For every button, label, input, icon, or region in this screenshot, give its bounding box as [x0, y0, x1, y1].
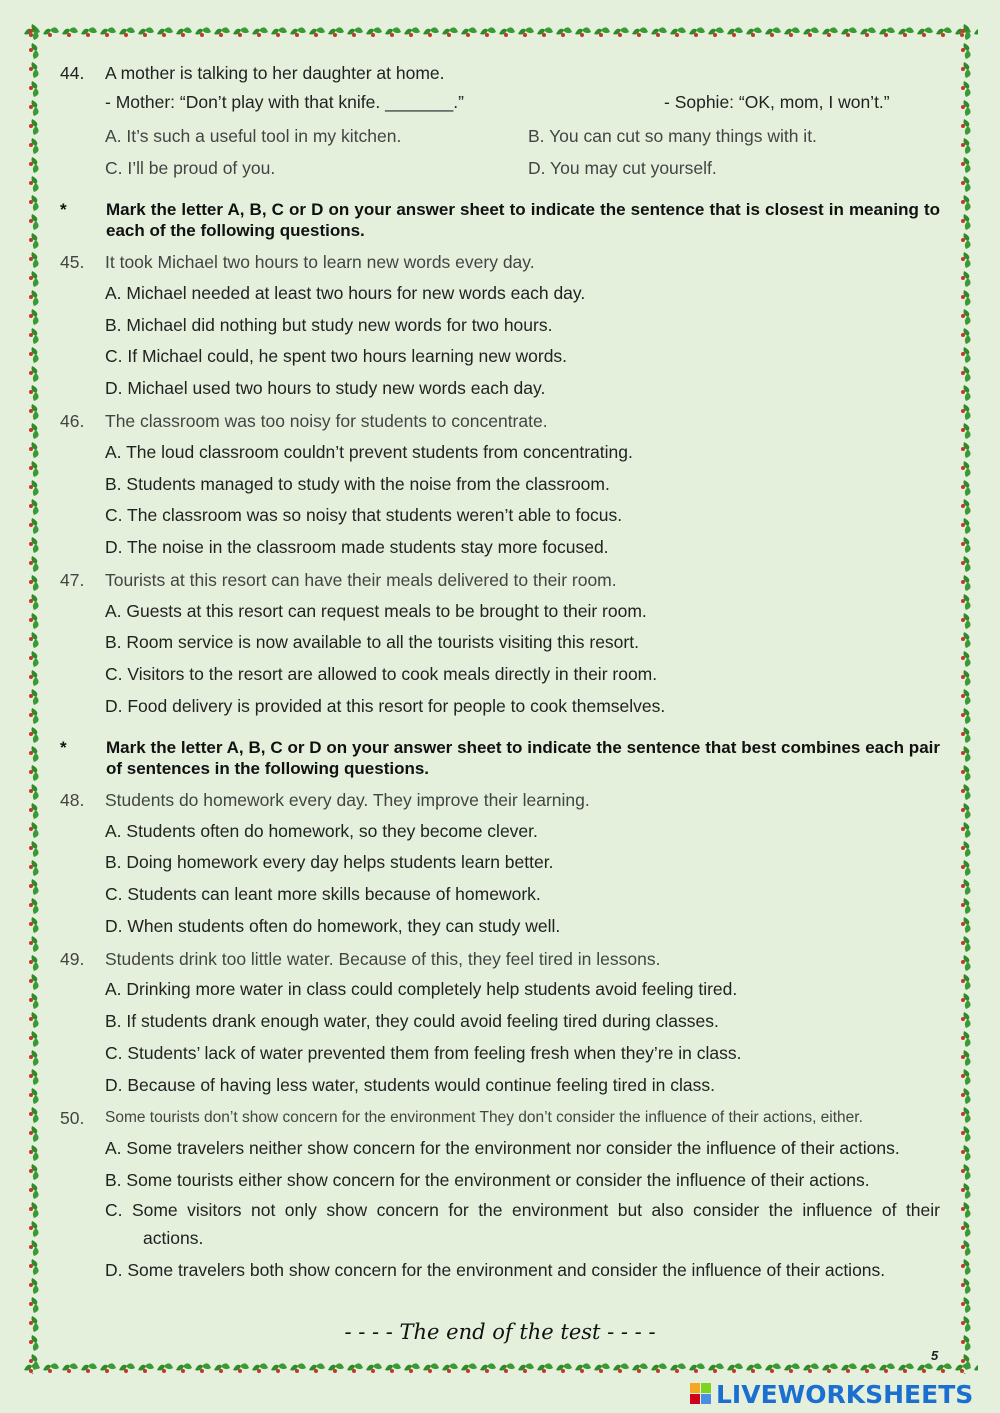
question-44-option-b[interactable]: B. You can cut so many things with it.: [528, 126, 817, 146]
question-48-number: 48.: [60, 790, 85, 810]
end-of-test: - - - - The end of the test - - - -: [344, 1320, 656, 1344]
question-44-number: 44.: [60, 63, 85, 83]
question-45-option-d[interactable]: D. Michael used two hours to study new words each day.: [105, 378, 546, 398]
question-49-number: 49.: [60, 949, 85, 969]
question-50-option-c[interactable]: C. Some visitors not only show concern for the environment but also consider the influence of their: [105, 1200, 940, 1220]
question-47-option-d[interactable]: D. Food delivery is provided at this resort for people to cook themselves.: [105, 696, 666, 716]
question-49-option-d[interactable]: D. Because of having less water, students would continue feeling tired in class.: [105, 1075, 715, 1095]
question-48-option-d[interactable]: D. When students often do homework, they can study well.: [105, 916, 561, 936]
question-46-option-b[interactable]: B. Students managed to study with the noise from the classroom.: [105, 474, 610, 494]
instruction-star: *: [60, 738, 67, 757]
question-47-option-b[interactable]: B. Room service is now available to all the tourists visiting this resort.: [105, 632, 639, 652]
holly-border-left: [22, 22, 46, 1374]
holly-border-right: [954, 22, 978, 1374]
question-45-number: 45.: [60, 252, 85, 272]
question-50-number: 50.: [60, 1108, 85, 1128]
question-45-text: It took Michael two hours to learn new words every day.: [105, 252, 535, 272]
question-50-option-c-continued[interactable]: actions.: [143, 1228, 204, 1248]
instruction-text: Mark the letter A, B, C or D on your answer sheet to indicate the sentence that best combines each pair of sentences in the following questions.: [106, 738, 940, 778]
question-44-option-d[interactable]: D. You may cut yourself.: [528, 158, 717, 178]
question-50-option-d[interactable]: D. Some travelers both show concern for the environment and consider the influence of their actions.: [105, 1260, 886, 1280]
question-50-option-a[interactable]: A. Some travelers neither show concern for the environment nor consider the influence of their actions.: [105, 1138, 900, 1158]
question-44-mother-line: - Mother: “Don’t play with that knife. _______.”: [105, 92, 464, 112]
question-47-option-c[interactable]: C. Visitors to the resort are allowed to cook meals directly in their room.: [105, 664, 658, 684]
question-47-number: 47.: [60, 570, 85, 590]
question-50-option-b[interactable]: B. Some tourists either show concern for the environment or consider the influence of their actions.: [105, 1170, 870, 1190]
question-47-option-a[interactable]: A. Guests at this resort can request meals to be brought to their room.: [105, 601, 647, 621]
holly-border-bottom: [22, 1356, 978, 1380]
liveworksheets-logo-text: LIVEWORKSHEETS: [716, 1379, 974, 1409]
question-49-option-b[interactable]: B. If students drank enough water, they could avoid feeling tired during classes.: [105, 1011, 719, 1031]
question-46-number: 46.: [60, 411, 85, 431]
page-number: 5: [931, 1348, 939, 1363]
question-50-text: Some tourists don’t show concern for the environment They don’t consider the influence of their actions, either.: [105, 1109, 863, 1126]
question-48-option-b[interactable]: B. Doing homework every day helps students learn better.: [105, 852, 554, 872]
instruction-text: Mark the letter A, B, C or D on your answer sheet to indicate the sentence that is closest in meaning to each of the following questions.: [106, 200, 940, 240]
question-44-sophie-line: - Sophie: “OK, mom, I won’t.”: [664, 92, 890, 112]
question-46-option-d[interactable]: D. The noise in the classroom made students stay more focused.: [105, 537, 609, 557]
instruction-star: *: [60, 200, 67, 219]
liveworksheets-logo[interactable]: [690, 1378, 973, 1410]
question-49-option-c[interactable]: C. Students’ lack of water prevented them from feeling fresh when they’re in class.: [105, 1043, 742, 1063]
question-45-option-a[interactable]: A. Michael needed at least two hours for new words each day.: [105, 283, 586, 303]
question-44-option-c[interactable]: C. I’ll be proud of you.: [105, 158, 276, 178]
question-47-text: Tourists at this resort can have their meals delivered to their room.: [105, 570, 617, 590]
question-46-option-c[interactable]: C. The classroom was so noisy that students weren’t able to focus.: [105, 505, 623, 525]
question-48-option-a[interactable]: A. Students often do homework, so they become clever.: [105, 821, 538, 841]
question-44-text: A mother is talking to her daughter at home.: [105, 63, 445, 83]
question-49-text: Students drink too little water. Because of this, they feel tired in lessons.: [105, 949, 661, 969]
question-46-text: The classroom was too noisy for students to concentrate.: [105, 411, 548, 431]
question-44-option-a[interactable]: A. It’s such a useful tool in my kitchen.: [105, 126, 402, 146]
holly-border-top: [22, 20, 978, 44]
question-46-option-a[interactable]: A. The loud classroom couldn’t prevent students from concentrating.: [105, 442, 633, 462]
question-48-text: Students do homework every day. They improve their learning.: [105, 790, 590, 810]
question-45-option-c[interactable]: C. If Michael could, he spent two hours learning new words.: [105, 346, 568, 366]
question-49-option-a[interactable]: A. Drinking more water in class could completely help students avoid feeling tired.: [105, 979, 738, 999]
question-45-option-b[interactable]: B. Michael did nothing but study new words for two hours.: [105, 315, 553, 335]
question-48-option-c[interactable]: C. Students can leant more skills because of homework.: [105, 884, 541, 904]
liveworksheets-logo-icon: [690, 1383, 712, 1405]
